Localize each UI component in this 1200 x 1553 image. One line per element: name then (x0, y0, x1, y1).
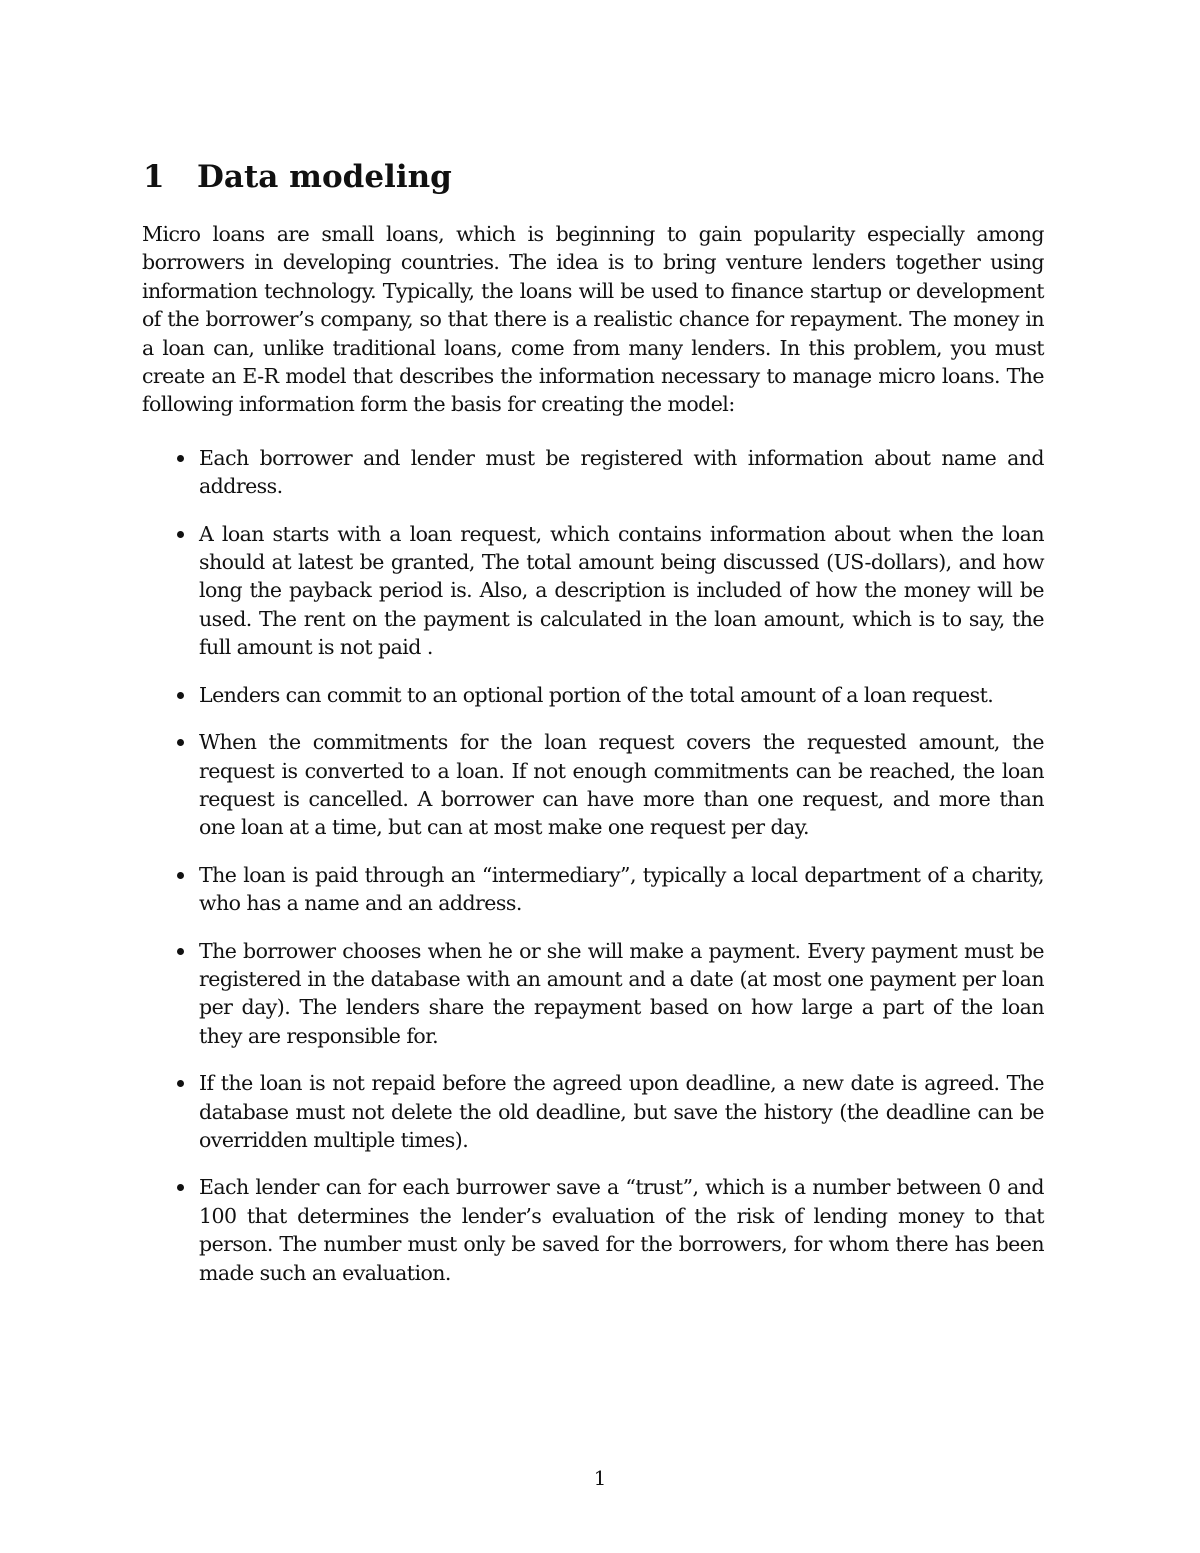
list-item-text: The borrower chooses when he or she will make a payment. Every payment must be registered in the database with an amount and a date (at most one payment per loan per day). The lenders share the repayment based on how large a part of the loan they are responsible for. (199, 938, 1044, 1048)
list-item (142, 520, 1044, 662)
list-item-text: Each lender can for each burrower save a “trust”, which is a number between 0 and 100 that determines the lender’s evaluation of the risk of lending money to that person. The number must only be saved for the borrowers, for whom there has been made such an evaluation. (199, 1175, 1044, 1285)
list-item-text: Each borrower and lender must be registered with information about name and address. (199, 445, 1044, 499)
bullet-icon (177, 948, 184, 955)
bullet-icon (177, 692, 184, 699)
list-item (142, 681, 1044, 709)
list-item-text: When the commitments for the loan request covers the requested amount, the request is converted to a loan. If not enough commitments can be reached, the loan request is cancelled. A borrower can have more than one request, and more than one loan at a time, but can at most make one request per day. (199, 730, 1044, 840)
requirements-list (142, 444, 1044, 1287)
intro-paragraph: Micro loans are small loans, which is beginning to gain popularity especially among borrowers in developing countries. The idea is to bring venture lenders together using information technology. Typically, the loans will be used to finance startup or development of the borrower’s company, so that there is a realistic chance for repayment. The money in a loan can, unlike traditional loans, come from many lenders. In this problem, you must create an E-R model that describes the information necessary to manage micro loans. The following information form the basis for creating the model: (142, 222, 1044, 417)
list-item (142, 1173, 1044, 1287)
section-title: Data modeling (197, 159, 452, 195)
list-item-text: Lenders can commit to an optional portion of the total amount of a loan request. (199, 682, 994, 707)
section-heading (143, 157, 452, 197)
list-item (142, 1069, 1044, 1154)
bullet-icon (177, 872, 184, 879)
list-item (142, 937, 1044, 1051)
list-item (142, 728, 1044, 842)
bullet-icon (177, 455, 184, 462)
bullet-icon (177, 1184, 184, 1191)
bullet-icon (177, 739, 184, 746)
list-item (142, 444, 1044, 501)
list-item (142, 861, 1044, 918)
content-body (142, 220, 1044, 1306)
bullet-icon (177, 1080, 184, 1087)
list-item-text: If the loan is not repaid before the agreed upon deadline, a new date is agreed. The database must not delete the old deadline, but save the history (the deadline can be overridden multiple times). (199, 1071, 1044, 1152)
bullet-icon (177, 531, 184, 538)
list-item-text: A loan starts with a loan request, which contains information about when the loan should at latest be granted, The total amount being discussed (US-dollars), and how long the payback period is. Also, a description is included of how the money will be used. The rent on the payment is calculated in the loan amount, which is to say, the full amount is not paid . (199, 521, 1044, 660)
list-item-text: The loan is paid through an “intermediary”, typically a local department of a charity, who has a name and an address. (199, 862, 1044, 916)
section-number: 1 (143, 159, 165, 195)
page-number: 1 (593, 1466, 607, 1490)
